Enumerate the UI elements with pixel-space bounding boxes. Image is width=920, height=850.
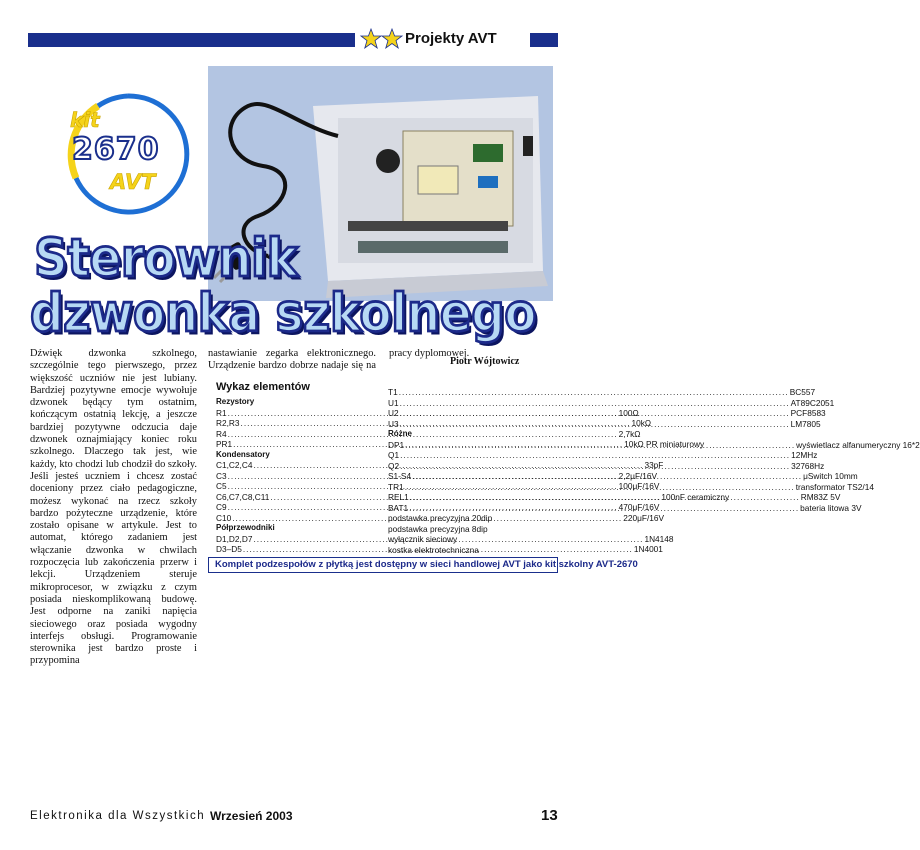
issue-date: Wrzesień 2003	[210, 809, 293, 823]
page-number: 13	[541, 807, 558, 824]
component-value: 470μF/16V	[618, 502, 660, 512]
magazine-name: Elektronika dla Wszystkich	[30, 810, 206, 822]
component-value: 100Ω	[618, 407, 639, 418]
component-value: 12MHz	[791, 450, 818, 460]
article-title-line2: dzwonka szkolnego	[30, 283, 536, 345]
component-ref: Q2	[388, 460, 400, 471]
component-ref: D1,D2,D7	[216, 533, 253, 544]
leader-dots	[410, 492, 800, 503]
component-item: podstawka precyzyjna 8dip	[388, 523, 488, 534]
component-row	[388, 397, 835, 409]
component-row	[388, 450, 818, 461]
component-ref: S1-S4	[388, 471, 412, 481]
component-value: wyświetlacz alfanumeryczny 16*2	[796, 439, 920, 450]
leader-dots	[405, 482, 795, 493]
header-square	[537, 34, 550, 47]
leader-dots	[412, 471, 802, 482]
components-box	[208, 375, 920, 555]
component-value: μSwitch 10mm	[803, 471, 858, 481]
article-title-line1: Sterownik	[34, 228, 298, 290]
component-value: LM7805	[790, 418, 821, 429]
component-ref: C6,C7,C8,C11	[216, 491, 270, 502]
component-value: transformator TS2/14	[795, 481, 874, 492]
component-item: kostka elektrotechniczna	[388, 544, 479, 555]
component-value: 10kΩ PR miniaturowy	[624, 439, 705, 449]
component-value: AT89C2051	[790, 397, 835, 408]
component-ref: TR1	[388, 481, 404, 492]
component-ref: Q1	[388, 450, 400, 460]
leader-dots	[400, 398, 790, 409]
component-value: PCF8583	[790, 408, 826, 418]
component-ref: DP1	[388, 439, 405, 450]
component-ref: REL1	[388, 492, 409, 502]
kit-note: Komplet podzespołów z płytką jest dostępny w sieci handlowej AVT jako kit szkolny AVT-2670	[215, 559, 638, 570]
component-value: 33pF	[644, 460, 664, 470]
component-value: 100μF/16V	[618, 481, 660, 491]
component-ref: C10	[216, 512, 232, 523]
author: Piotr Wójtowicz	[450, 356, 520, 367]
component-ref: U3	[388, 418, 399, 429]
component-value: BC557	[789, 387, 816, 397]
component-ref: PR1	[216, 439, 233, 449]
component-category: Rezystory	[216, 397, 255, 406]
leader-dots	[400, 419, 790, 430]
kit-number: 2670	[72, 132, 160, 167]
component-value: 1N4148	[644, 533, 674, 544]
body-column-3: pracy dyplomowej.	[389, 348, 470, 359]
component-ref: C9	[216, 502, 227, 512]
component-ref: C5	[216, 481, 227, 491]
component-ref: R4	[216, 428, 227, 439]
component-ref: C1,C2,C4	[216, 460, 253, 470]
component-category: Różne	[388, 429, 412, 438]
component-ref: R2,R3	[216, 418, 240, 428]
component-ref: D3–D5	[216, 544, 242, 554]
component-value: 2,7kΩ	[618, 428, 641, 439]
component-category: Kondensatory	[216, 449, 270, 459]
component-ref: BAT1	[388, 502, 409, 513]
component-value: 2,2μF/16V	[618, 470, 658, 481]
section-title: Projekty AVT	[405, 30, 497, 47]
component-value: 1N4001	[633, 544, 663, 554]
component-ref: C3	[216, 470, 227, 481]
leader-dots	[400, 461, 790, 472]
component-value: 220μF/16V	[623, 512, 665, 523]
component-ref: U1	[388, 397, 399, 408]
component-category: Półprzewodniki	[216, 523, 275, 532]
body-column-2: nastawianie zegarka elektronicznego. Urządzenie bardzo dobrze nadaje się na	[208, 348, 376, 372]
component-ref: R1	[216, 407, 227, 418]
component-row	[388, 387, 816, 398]
leader-dots	[405, 440, 795, 451]
stars-icon	[360, 28, 404, 50]
leader-dots	[400, 450, 790, 461]
component-value: RM83Z 5V	[800, 492, 841, 502]
leader-dots	[409, 503, 799, 514]
component-ref: T1	[388, 387, 398, 397]
component-value: bateria litowa 3V	[800, 502, 862, 513]
body-column-1: Dźwięk dzwonka szkolnego, szczególnie tego pierwszego, przez większość uczniów nie jest lubiany. Bardziej pozytywne emocje wywołuje dzwonek będący tym ostatnim, kończącym ostatnią lekcję, a jeszcze bardziej pozytywne odczucia daje dzwonek oznajmiający koniec roku szkolnego. Dlaczego tak jest, wie każdy, kto chodzi lub chodził do szkoły. Jeśli jesteś uczniem i chcesz zostać doceniony przez ciało pedagogiczne, możesz wykonać na rzecz szkoły bardzo pożyteczne urządzenie, które zostało opisane w artykule. Jest to automat, którego zadaniem jest włączanie dzwonka w chwilach rozpoczęcia lub zakończenia przerw i lekcji. Urządzeniem steruje mikroprocesor, w związku z czym posiada nieskomplikowaną budowę. Jest odporne na zaniki napięcia sieciowego oraz posiada wygodny interfejs obsługi. Programowanie sterownika jest bardzo proste i przypomina	[30, 348, 197, 667]
component-item: wyłącznik sieciowy	[388, 534, 458, 544]
component-ref: U2	[388, 408, 399, 418]
component-value: 10kΩ	[631, 418, 652, 428]
kit-label: kit	[70, 108, 100, 132]
component-item: podstawka precyzyjna 20dip	[388, 513, 493, 523]
component-value: 100nF ceramiczny	[661, 491, 730, 502]
kit-brand: AVT	[110, 170, 156, 194]
leader-dots	[399, 387, 789, 398]
components-title: Wykaz elementów	[216, 381, 310, 393]
leader-dots	[400, 408, 790, 419]
component-value: 32768Hz	[791, 460, 825, 471]
